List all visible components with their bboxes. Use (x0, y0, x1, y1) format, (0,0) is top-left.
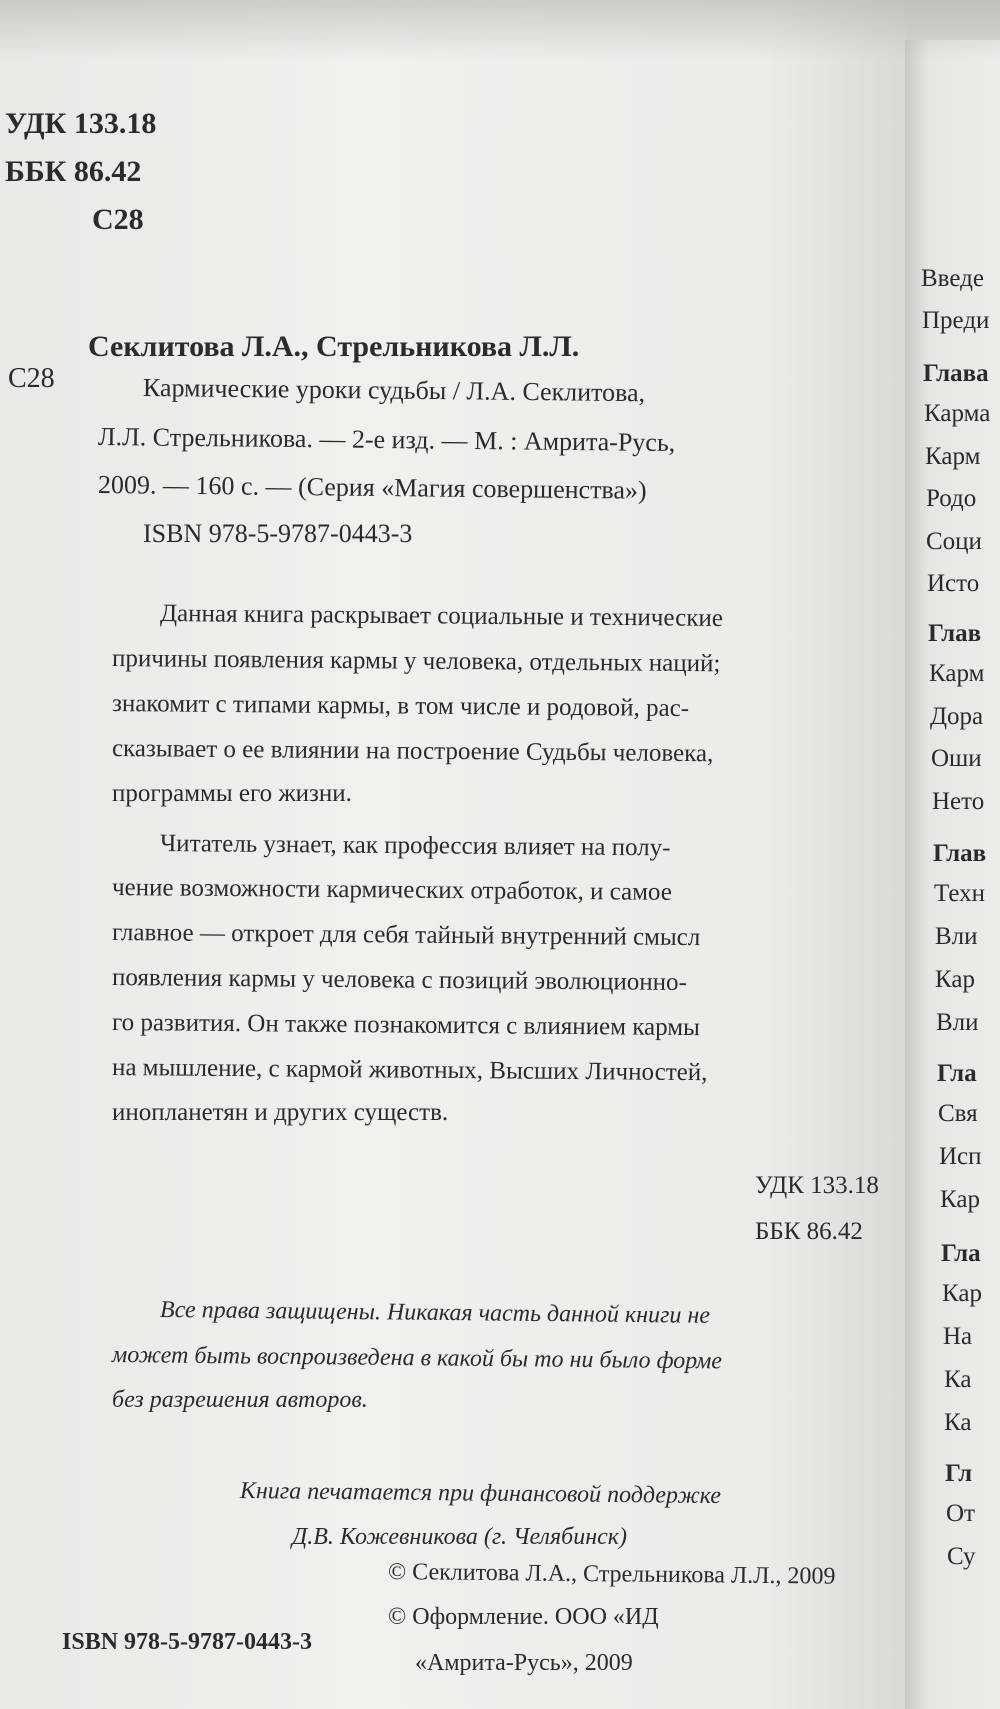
citation-line: 2009. — 160 с. — (Серия «Магия совершенства») (97, 470, 647, 505)
toc-chapter-heading: Глава (923, 360, 989, 387)
toc-entry: Введе (921, 265, 984, 292)
abstract-line: сказывает о ее влиянии на построение Судьбы человека, (111, 735, 714, 768)
bbk-code: ББК 86.42 (5, 155, 142, 188)
toc-entry: Свя (938, 1100, 978, 1127)
abstract-line: чение возможности кармических отработок, и самое (111, 874, 672, 906)
toc-entry: На (943, 1323, 973, 1350)
copyright-line: «Амрита-Русь», 2009 (415, 1650, 633, 1676)
toc-chapter-heading: Гл (945, 1460, 973, 1487)
book-right-page-edge (905, 40, 1000, 1709)
toc-chapter-heading: Гла (937, 1060, 977, 1087)
rights-line: Все права защищены. Никакая часть данной книги не (159, 1297, 711, 1329)
abstract-line: го развития. Он также познакомится с влиянием кармы (111, 1009, 700, 1042)
toc-chapter-heading: Гла (941, 1240, 981, 1267)
toc-entry: Исто (927, 570, 980, 597)
citation-isbn: ISBN 978-5-9787-0443-3 (143, 519, 413, 548)
toc-chapter-heading: Глав (928, 620, 982, 647)
abstract-line: знакомит с типами кармы, в том числе и родовой, рас- (111, 690, 690, 723)
toc-chapter-heading: Глав (933, 840, 987, 867)
toc-entry: Су (947, 1543, 976, 1570)
toc-entry: Кар (935, 966, 975, 993)
abstract-line: на мышление, с кармой животных, Высших Личностей, (111, 1054, 708, 1087)
page-shadow (0, 0, 1000, 60)
author-mark: С28 (92, 203, 144, 236)
toc-entry: Карм (929, 660, 985, 687)
toc-entry: Преди (922, 307, 990, 334)
bbk-code-right: ББК 86.42 (755, 1218, 863, 1245)
toc-entry: От (946, 1500, 975, 1527)
toc-entry: Техн (934, 880, 985, 907)
bottom-isbn: ISBN 978-5-9787-0443-3 (62, 1629, 312, 1655)
copyright-line: © Оформление. ООО «ИД (388, 1604, 659, 1630)
udk-code-right: УДК 133.18 (755, 1172, 879, 1199)
toc-entry: Кар (940, 1186, 980, 1213)
copyright-line: © Секлитова Л.А., Стрельникова Л.Л., 2009 (387, 1559, 836, 1590)
rights-line: без разрешения авторов. (112, 1387, 368, 1413)
authors: Секлитова Л.А., Стрельникова Л.Л. (88, 330, 580, 363)
abstract-line: Читатель узнает, как профессия влияет на полу- (159, 830, 671, 862)
abstract-line: инопланетян и других существ. (112, 1099, 449, 1126)
udk-code: УДК 133.18 (5, 107, 157, 140)
toc-entry: Нето (932, 788, 985, 815)
toc-entry: Кар (942, 1280, 982, 1307)
toc-entry: Оши (931, 745, 982, 772)
abstract-line: Данная книга раскрывает социальные и технические (159, 600, 723, 632)
abstract-line: главное — откроет для себя тайный внутренний смысл (111, 919, 701, 952)
abstract-line: программы его жизни. (112, 780, 352, 807)
abstract-line: появления кармы у человека с позиций эволюционно- (111, 964, 688, 997)
sponsor-line: Книга печатается при финансовой поддержке (239, 1478, 722, 1510)
toc-entry: Карм (925, 443, 981, 470)
toc-entry: Вли (936, 1009, 979, 1036)
sponsor-line: Д.В. Кожевникова (г. Челябинск) (292, 1524, 628, 1550)
toc-entry: Вли (935, 923, 978, 950)
toc-entry: Родо (926, 485, 977, 512)
toc-entry: Исп (939, 1143, 982, 1170)
toc-entry: Ка (944, 1366, 972, 1393)
citation-line: Кармические уроки судьбы / Л.А. Секлитова, (142, 373, 646, 408)
citation-mark: С28 (8, 363, 55, 394)
toc-entry: Ка (944, 1409, 972, 1436)
toc-entry: Соци (926, 528, 982, 555)
toc-entry: Дора (930, 703, 984, 730)
abstract-line: причины появления кармы у человека, отдельных наций; (111, 645, 721, 678)
citation-line: Л.Л. Стрельникова. — 2-е изд. — М. : Амрита-Русь, (97, 422, 676, 458)
toc-entry: Карма (924, 400, 991, 427)
rights-line: может быть воспроизведена в какой бы то ни было форме (111, 1342, 723, 1375)
